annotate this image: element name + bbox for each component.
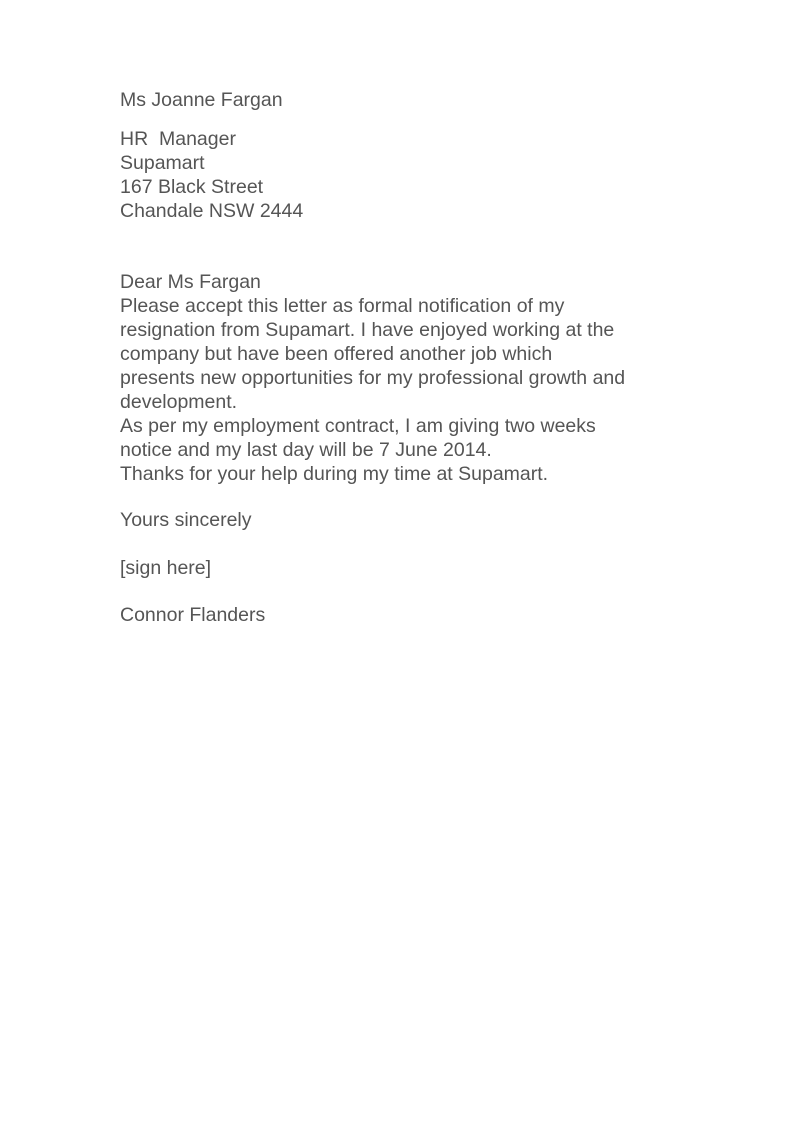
body-paragraph-3: Thanks for your help during my time at Supamart. xyxy=(120,463,549,485)
address-line-street: 167 Black Street xyxy=(120,176,264,198)
signature-placeholder xyxy=(120,556,720,580)
salutation: Dear Ms Fargan xyxy=(120,271,261,293)
body-paragraph-1-line-4: presents new opportunities for my professional growth and xyxy=(120,367,626,389)
address-line-title: HR Manager xyxy=(120,128,236,150)
letter-body xyxy=(120,270,720,486)
recipient-name xyxy=(120,88,720,112)
address-line-city: Chandale NSW 2444 xyxy=(120,200,304,222)
signature-placeholder-text: [sign here] xyxy=(120,557,212,579)
recipient-name-text: Ms Joanne Fargan xyxy=(120,89,283,111)
closing xyxy=(120,508,720,532)
body-paragraph-1-line-5: development. xyxy=(120,391,238,413)
address-line-company: Supamart xyxy=(120,152,205,174)
body-paragraph-1-line-2: resignation from Supamart. I have enjoyed working at the xyxy=(120,319,615,341)
recipient-address xyxy=(120,127,720,223)
sender-name-text: Connor Flanders xyxy=(120,604,266,626)
closing-text: Yours sincerely xyxy=(120,509,252,531)
body-paragraph-1-line-1: Please accept this letter as formal notification of my xyxy=(120,295,565,317)
body-paragraph-2-line-1: As per my employment contract, I am giving two weeks xyxy=(120,415,596,437)
body-paragraph-2-line-2: notice and my last day will be 7 June 2014. xyxy=(120,439,492,461)
body-paragraph-1-line-3: company but have been offered another job which xyxy=(120,343,553,365)
sender-name xyxy=(120,603,720,627)
